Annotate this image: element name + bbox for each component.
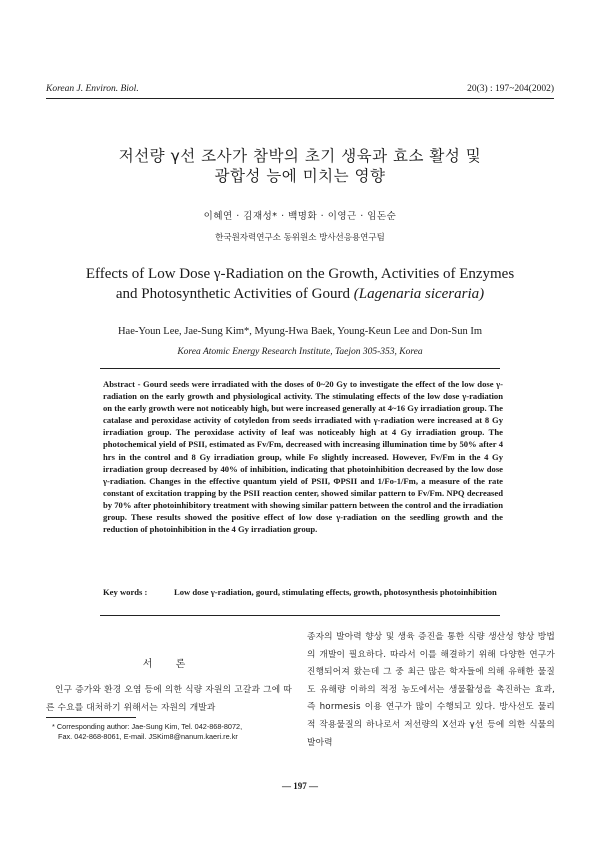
footnote-line-2: Fax. 042-868-8061, E-mail. JSKim8@nanum.kaeri.re.kr <box>58 732 238 741</box>
footnote-rule <box>46 717 136 718</box>
english-title <box>40 264 560 304</box>
corresponding-author-footnote <box>52 722 292 742</box>
english-title-line-2-text: and Photosynthetic Activities of Gourd <box>115 286 350 302</box>
header-rule <box>46 98 554 99</box>
english-title-line-1: Effects of Low Dose γ-Radiation on the Growth, Activities of Enzymes <box>85 266 515 282</box>
left-column <box>46 640 292 717</box>
korean-authors: 이혜연 · 김재성* · 백명화 · 이영근 · 임돈순 <box>203 211 397 222</box>
running-head <box>46 84 554 98</box>
korean-affiliation: 한국원자력연구소 동위원소 방사선응용연구팀 <box>215 233 385 243</box>
keywords-label: Key words : <box>103 587 148 597</box>
page-number: — 197 — <box>282 781 318 791</box>
english-authors: Hae-Youn Lee, Jae-Sung Kim*, Myung-Hwa Baek, Young-Keun Lee and Don-Sun Im <box>117 326 483 337</box>
keywords <box>103 586 503 598</box>
left-column-text: 인구 증가와 환경 오염 등에 의한 식량 자원의 고갈과 그에 따른 수요를 대처하기 위해서는 자원의 개발과 <box>46 685 292 713</box>
korean-title-line-2: 광합성 능에 미치는 영향 <box>214 167 386 185</box>
keywords-bottom-rule <box>100 615 500 616</box>
korean-title <box>60 146 540 186</box>
abstract: Abstract - Gourd seeds were irradiated with the doses of 0~20 Gy to investigate the effect of the low dose γ-radiation on the early growth and physiological activity. The stimulating effects of the low dose γ-radiation on the early growth were not noticeably high, but were increased generally at 4~16 Gy irradiation group. The catalase and peroxidase activity of cotyledon from seeds irradiated with γ-radiation were increased at 8 Gy irradiation group. The peroxidase activity of leaf was noticeably high at 4 Gy irradiation group. The photochemical yield of PSII, estimated as Fv/Fm, decreased with increasing illumination time by 50% after 4 hrs in the control and 8 Gy irradiation group, while Fo slightly increased. However, Fv/Fm in the 4 Gy irradiation group decreased by 40% of inhibition, indicating that photoinhibition decreased by the low dose γ-radiation. Changes in the effective quantum yield of PSII, ΦPSII and 1/Fo-1/Fm, a measure of the rate constant of excitation trapping by the PSII reaction center, showed similar pattern to Fv/Fm. NPQ decreased by 70% after photoinhibitory treatment with showing similar pattern between the control and the irradiation group. These results showed the positive effect of low dose γ-radiation on the seedling growth and the reduction of photoinhibition in the 4 Gy irradiation group. <box>103 379 503 535</box>
korean-title-line-1: 저선량 γ선 조사가 참박의 초기 생육과 효소 활성 및 <box>118 147 482 165</box>
right-column-text: 종자의 발아력 향상 및 생육 증진을 통한 식량 생산성 향상 방법의 개발이 필요하다. 따라서 이를 해결하기 위해 다양한 연구가 진행되어져 왔는데 그 중 최근 많은 학자들에 의해 유해한 물질도 유해량 이하의 적정 농도에서는 생물활성을 촉진하는 효과, 즉 hormesis 이용 연구가 많이 수행되고 있다. 방사선도 물리적 작용물질의 하나로서 저선량의 X선과 γ선 등에 의한 식물의 발아력 <box>307 632 555 748</box>
english-title-line-2 <box>40 284 560 304</box>
section-heading-introduction: 서 론 <box>142 659 196 670</box>
species-name: (Lagenaria siceraria) <box>353 286 485 302</box>
abstract-top-rule <box>100 368 500 369</box>
journal-name: Korean J. Environ. Biol. <box>46 84 139 94</box>
english-affiliation: Korea Atomic Energy Research Institute, Taejon 305-353, Korea <box>177 347 423 357</box>
volume-citation: 20(3) : 197~204(2002) <box>467 84 554 94</box>
footnote-line-1: * Corresponding author: Jae-Sung Kim, Tel. 042-868-8072, <box>52 722 243 731</box>
keywords-text: Low dose γ-radiation, gourd, stimulating effects, growth, photosynthesis photoinhibition <box>174 587 497 597</box>
